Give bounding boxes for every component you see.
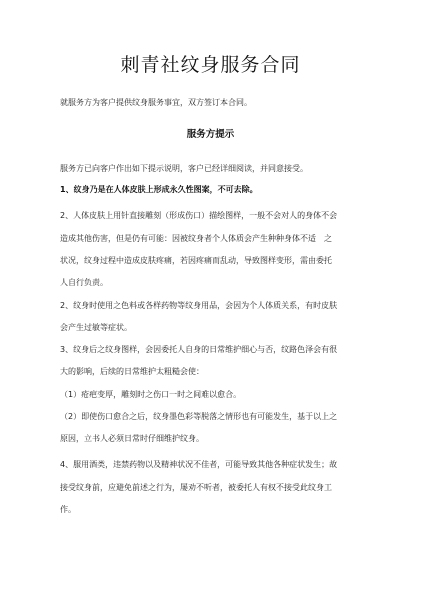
clause-4-line: 作。 bbox=[60, 505, 76, 514]
notice-line: 服务方已向客户作出如下提示说明，客户已经详细阅读，并同意接受。 bbox=[60, 164, 308, 173]
sub-clause-1: （1）疮疤变厚，雕刻时之伤口一时之间难以愈合。 bbox=[60, 390, 242, 399]
clause-4-line: 接受纹身前，应避免前述之行为，屡劝不听者，被委托人有权不接受此纹身工 bbox=[60, 483, 332, 492]
clause-2b-line: 2、纹身时使用之色料或各样药物等纹身用品，会因为个人体质关系，有时皮肤 bbox=[60, 301, 338, 310]
clause-3-line: 3、纹身后之纹身图样，会因委托人自身的日常维护细心与否，纹路色泽会有很 bbox=[60, 345, 338, 354]
clause-3-line: 大的影响，后续的日常维护太粗糙会使： bbox=[60, 367, 204, 376]
clause-2b-line: 会产生过敏等症状。 bbox=[60, 323, 132, 332]
intro-paragraph: 就服务方为客户提供纹身服务事宜，双方签订本合同。 bbox=[60, 98, 252, 107]
sub-clause-2-line: 原因，立书人必须日常时仔细维护纹身。 bbox=[60, 434, 204, 443]
clause-2-line: 2、人体皮肤上用针直接雕刻（形成伤口）描绘图样，一般不会对人的身体不会 bbox=[60, 211, 338, 220]
clause-2-line: 造成其他伤害，但是仍有可能：因被纹身者个人体质会产生种种身体不适 之 bbox=[60, 234, 332, 243]
sub-clause-2-line: （2）即使伤口愈合之后，纹身墨色彩等脱落之情形也有可能发生，基于以上之 bbox=[60, 412, 338, 421]
section-heading: 服务方提示 bbox=[186, 129, 235, 140]
document-title: 刺青社纹身服务合同 bbox=[120, 54, 301, 76]
clause-2-line: 状况，纹身过程中造成皮肤疼痛，若因疼痛而乱动，导致图样变形，需由委托 bbox=[60, 256, 332, 265]
clause-4-line: 4、服用酒类，违禁药物以及精神状况不佳者，可能导致其他各种症状发生；故 bbox=[60, 460, 338, 469]
clause-2-line: 人自行负责。 bbox=[60, 278, 108, 287]
clause-1: 1、纹身乃是在人体皮肤上形成永久性图案，不可去除。 bbox=[60, 185, 258, 194]
